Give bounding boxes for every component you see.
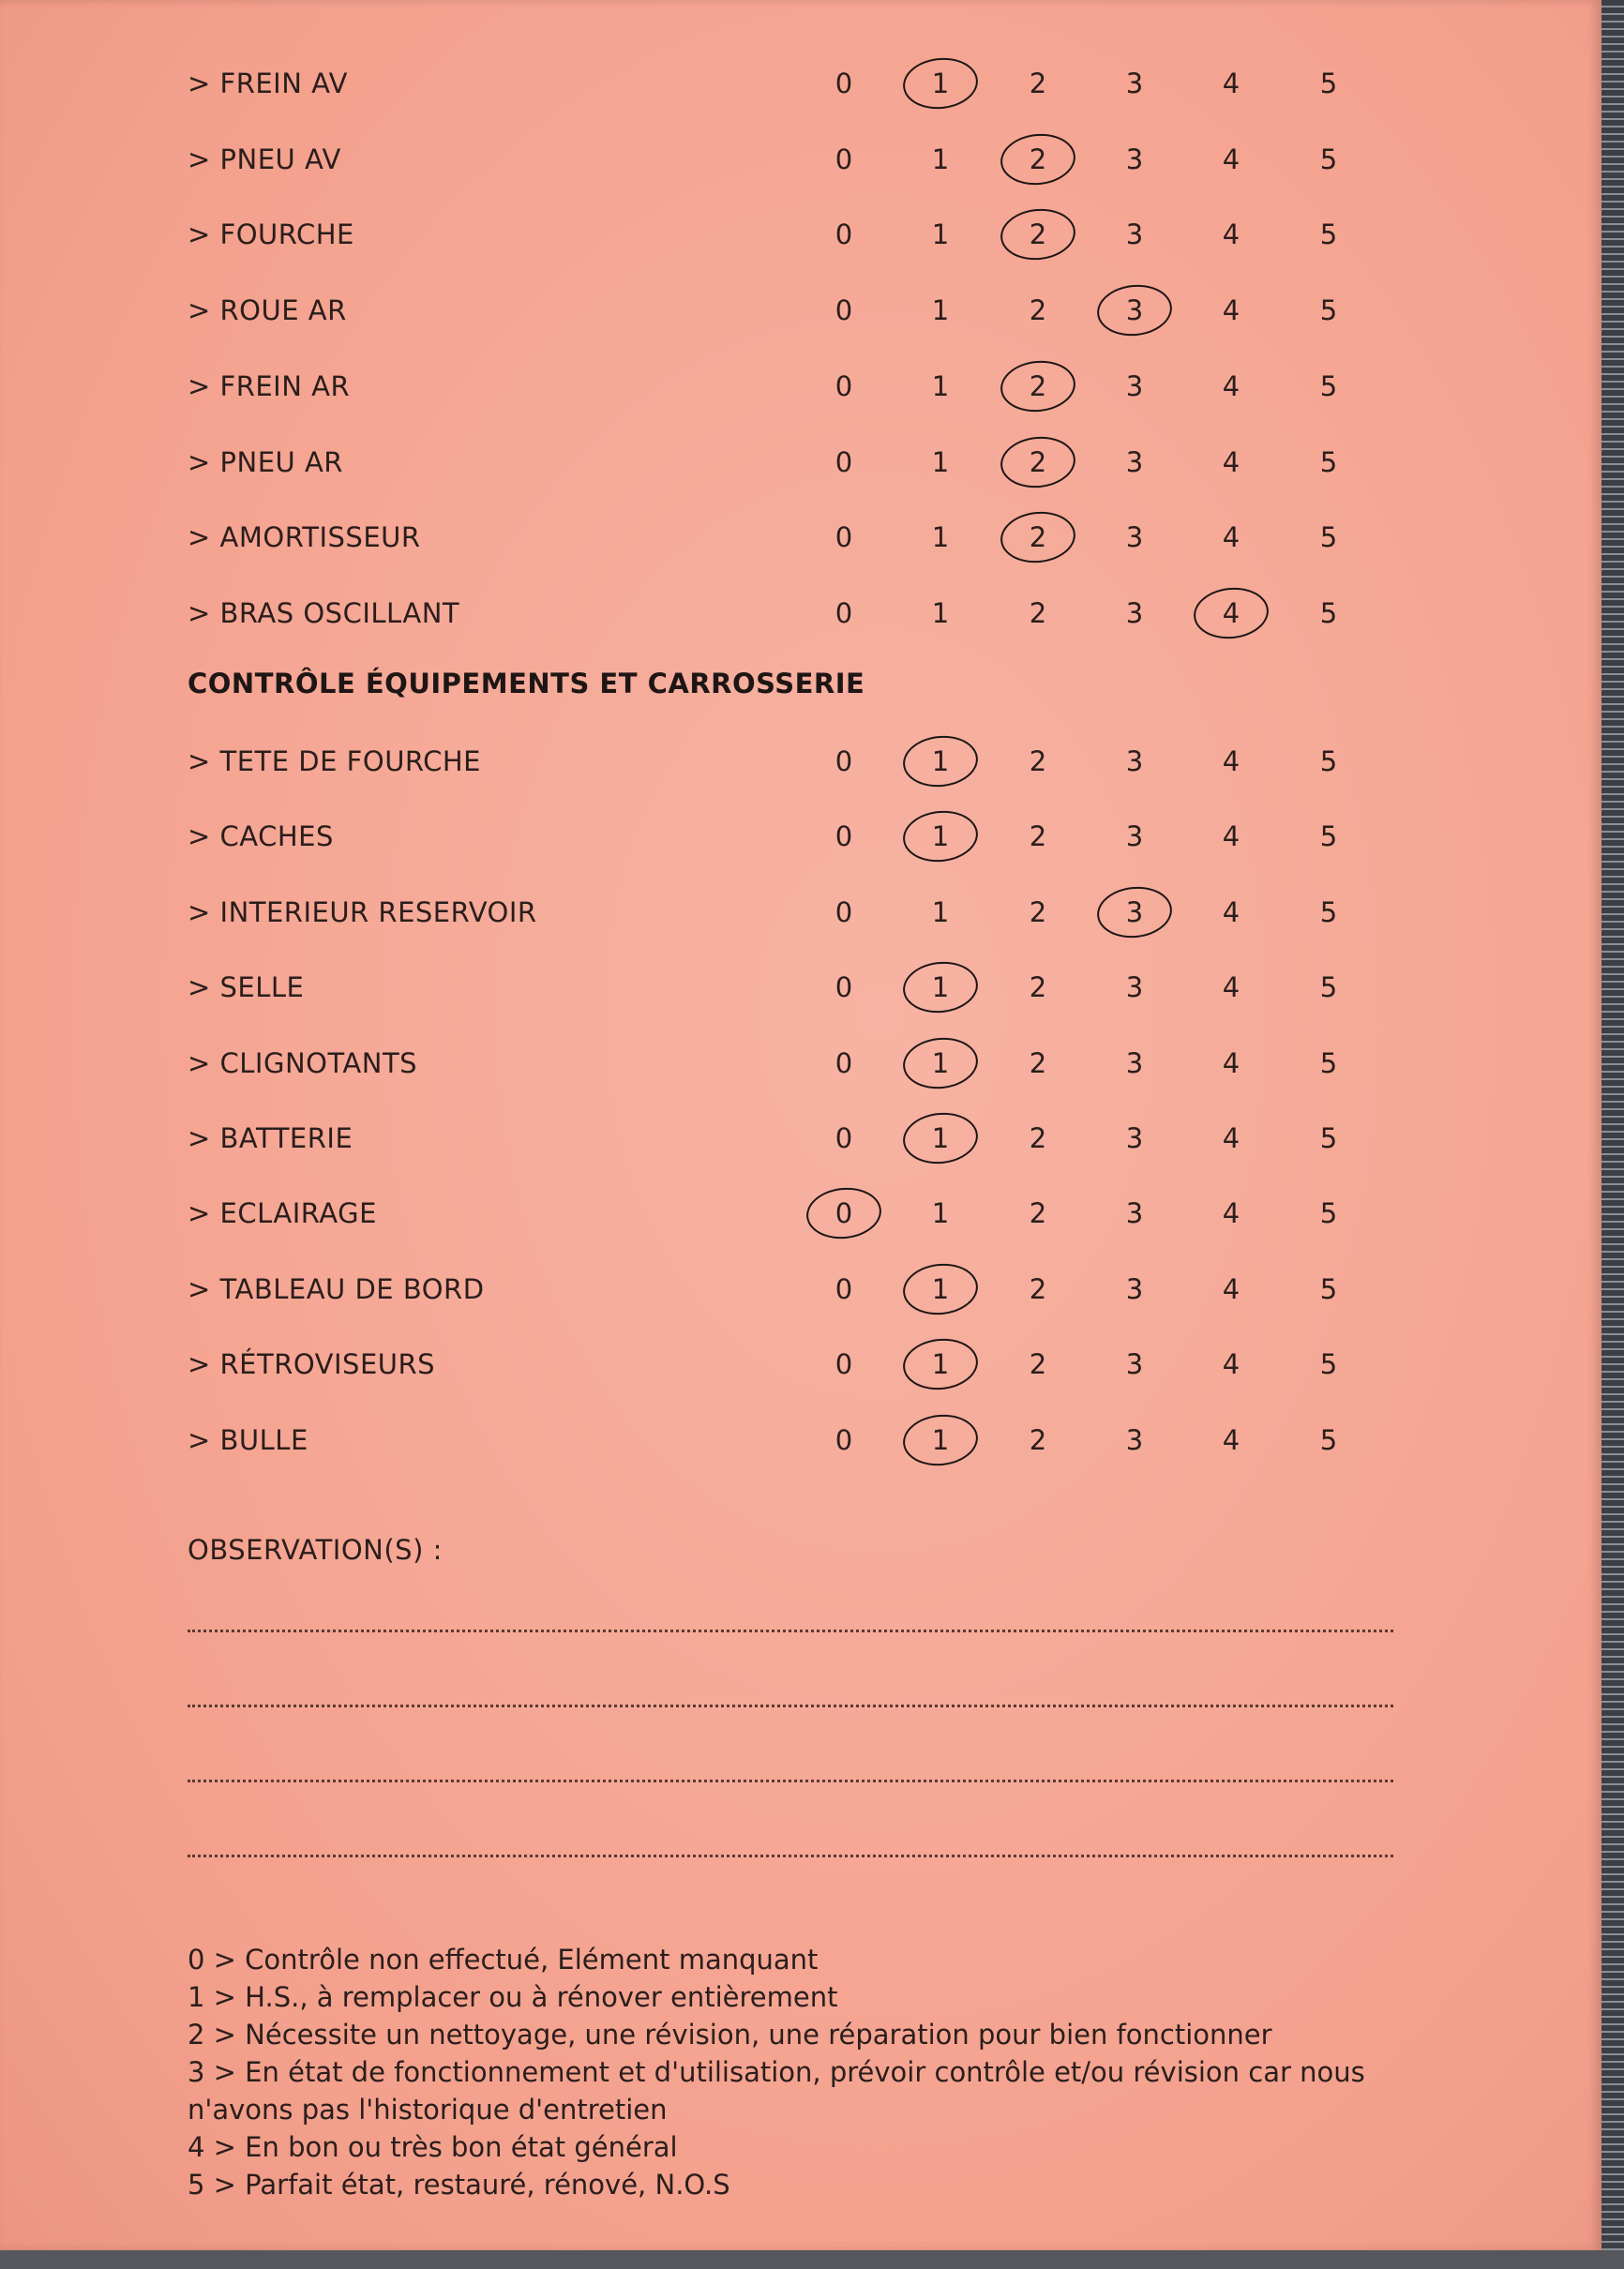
- score-option[interactable]: 3: [1125, 1272, 1144, 1305]
- score-option[interactable]: 0: [835, 1122, 853, 1154]
- checklist-row: [188, 1040, 1406, 1087]
- checklist-row: [188, 514, 1406, 561]
- checklist-row: [188, 287, 1406, 334]
- score-option[interactable]: 3: [1125, 218, 1144, 251]
- score-option[interactable]: 4: [1222, 1423, 1241, 1456]
- score-option[interactable]: 4: [1222, 820, 1241, 853]
- checklist-item-label: > BATTERIE: [188, 1122, 353, 1154]
- checklist-item-label: > ECLAIRAGE: [188, 1197, 377, 1230]
- score-option[interactable]: 1: [931, 1197, 950, 1230]
- score-option[interactable]: 0: [835, 745, 853, 777]
- score-option[interactable]: 4: [1222, 294, 1241, 327]
- score-option[interactable]: 4: [1222, 1197, 1241, 1230]
- score-option[interactable]: 0: [835, 521, 853, 554]
- score-option-selected[interactable]: 2: [1010, 370, 1066, 402]
- score-option[interactable]: 1: [931, 369, 950, 402]
- score-option[interactable]: 0: [835, 218, 853, 251]
- score-option[interactable]: 4: [1222, 369, 1241, 402]
- checklist-row: [188, 1115, 1406, 1162]
- score-option[interactable]: 4: [1222, 143, 1241, 175]
- score-option[interactable]: 0: [835, 369, 853, 402]
- score-option[interactable]: 5: [1319, 596, 1338, 629]
- legend-item: 3 > En état de fonctionnement et d'utilisation, prévoir contrôle et/ou révision car nous n'avons pas l'historique d'entretien: [188, 2056, 1365, 2126]
- legend-item: 5 > Parfait état, restauré, rénové, N.O.S: [188, 2169, 730, 2201]
- score-option[interactable]: 5: [1319, 1046, 1338, 1079]
- checklist-item-label: > FREIN AR: [188, 369, 351, 402]
- checklist-row: [188, 136, 1406, 183]
- legend-item: 2 > Nécessite un nettoyage, une révision, une réparation pour bien fonctionner: [188, 2019, 1272, 2051]
- score-option[interactable]: 0: [835, 596, 853, 629]
- score-option[interactable]: 5: [1319, 745, 1338, 777]
- checklist-item-label: > PNEU AV: [188, 143, 341, 175]
- score-option[interactable]: 3: [1125, 445, 1144, 478]
- checklist-item-label: > BRAS OSCILLANT: [188, 596, 460, 629]
- score-option-selected[interactable]: 1: [912, 1424, 969, 1456]
- score-option[interactable]: 3: [1125, 68, 1144, 99]
- score-option[interactable]: 1: [931, 895, 950, 928]
- score-option[interactable]: 5: [1319, 143, 1338, 175]
- checklist-row: [188, 813, 1406, 860]
- score-option[interactable]: 3: [1125, 369, 1144, 402]
- checklist-row: [188, 439, 1406, 486]
- checklist-row: [188, 1266, 1406, 1313]
- checklist-row: [188, 889, 1406, 936]
- score-option[interactable]: 3: [1125, 1122, 1144, 1154]
- score-option[interactable]: 3: [1125, 745, 1144, 777]
- score-option-selected[interactable]: 1: [912, 1273, 969, 1305]
- score-option[interactable]: 1: [931, 218, 950, 251]
- legend-item: 0 > Contrôle non effectué, Elément manquant: [188, 1944, 819, 1976]
- checklist-item-label: > TETE DE FOURCHE: [188, 745, 481, 777]
- score-option-selected[interactable]: 0: [816, 1197, 872, 1229]
- score-option[interactable]: 4: [1222, 1348, 1241, 1381]
- score-option[interactable]: 5: [1319, 1197, 1338, 1230]
- binder-bottom-edge: [0, 2250, 1624, 2269]
- binder-edge: [1601, 0, 1624, 2269]
- score-option[interactable]: 0: [835, 895, 853, 928]
- score-option[interactable]: 5: [1319, 68, 1338, 99]
- score-option[interactable]: 0: [835, 1272, 853, 1305]
- score-option[interactable]: 3: [1125, 1197, 1144, 1230]
- score-option-selected[interactable]: 1: [912, 820, 969, 852]
- checklist-item-label: > AMORTISSEUR: [188, 521, 421, 554]
- observation-line: [188, 1855, 1393, 1857]
- score-option[interactable]: 3: [1125, 521, 1144, 554]
- score-option[interactable]: 1: [931, 521, 950, 554]
- legend-item: 4 > En bon ou très bon état général: [188, 2131, 678, 2163]
- score-option[interactable]: 2: [1029, 895, 1047, 928]
- score-option[interactable]: 0: [835, 971, 853, 1004]
- score-option-selected[interactable]: 1: [912, 1122, 969, 1154]
- score-option[interactable]: 2: [1029, 820, 1047, 853]
- score-option[interactable]: 4: [1222, 1046, 1241, 1079]
- score-option[interactable]: 5: [1319, 1122, 1338, 1154]
- score-option[interactable]: 2: [1029, 1122, 1047, 1154]
- score-option[interactable]: 1: [931, 596, 950, 629]
- score-option[interactable]: 5: [1319, 218, 1338, 251]
- score-option[interactable]: 4: [1222, 895, 1241, 928]
- score-option[interactable]: 5: [1319, 445, 1338, 478]
- score-option[interactable]: 3: [1125, 143, 1144, 175]
- checklist-item-label: > SELLE: [188, 971, 305, 1004]
- score-option-selected[interactable]: 1: [912, 1348, 969, 1380]
- score-option[interactable]: 3: [1125, 820, 1144, 853]
- checklist-item-label: > TABLEAU DE BORD: [188, 1272, 485, 1305]
- checklist-item-label: > BULLE: [188, 1423, 308, 1456]
- score-option-selected[interactable]: 3: [1106, 896, 1163, 928]
- score-option[interactable]: 3: [1125, 971, 1144, 1004]
- checklist-row: [188, 964, 1406, 1011]
- score-option[interactable]: 2: [1029, 294, 1047, 327]
- score-option[interactable]: 0: [835, 1046, 853, 1079]
- score-option[interactable]: 2: [1029, 1272, 1047, 1305]
- score-option[interactable]: 3: [1125, 1423, 1144, 1456]
- score-option[interactable]: 2: [1029, 1348, 1047, 1381]
- checklist-row: [188, 590, 1406, 637]
- score-option[interactable]: 4: [1222, 445, 1241, 478]
- checklist-item-label: > FOURCHE: [188, 218, 354, 251]
- checklist-item-label: > FREIN AV: [188, 68, 348, 99]
- legend-item: 1 > H.S., à remplacer ou à rénover entièrement: [188, 1981, 838, 2013]
- score-option-selected[interactable]: 2: [1010, 521, 1066, 553]
- checklist-item-label: > CACHES: [188, 820, 334, 853]
- score-option[interactable]: 2: [1029, 68, 1047, 99]
- score-option-selected[interactable]: 2: [1010, 446, 1066, 478]
- observations-label: OBSERVATION(S) :: [188, 1534, 443, 1566]
- score-option-selected[interactable]: 3: [1106, 294, 1163, 326]
- score-option[interactable]: 0: [835, 1348, 853, 1381]
- score-option[interactable]: 2: [1029, 1046, 1047, 1079]
- score-option[interactable]: 4: [1222, 1272, 1241, 1305]
- score-option[interactable]: 2: [1029, 1423, 1047, 1456]
- section-heading-equipment: CONTRÔLE ÉQUIPEMENTS ET CARROSSERIE: [188, 668, 865, 699]
- checklist-item-label: > INTERIEUR RESERVOIR: [188, 895, 537, 928]
- score-option[interactable]: 1: [931, 143, 950, 175]
- observation-line: [188, 1780, 1393, 1782]
- score-option[interactable]: 0: [835, 143, 853, 175]
- checklist-row: [188, 60, 1406, 107]
- score-option[interactable]: 2: [1029, 745, 1047, 777]
- observation-line: [188, 1705, 1393, 1707]
- score-option-selected[interactable]: 2: [1010, 218, 1066, 250]
- score-option[interactable]: 5: [1319, 1272, 1338, 1305]
- checklist-row: [188, 363, 1406, 410]
- score-option[interactable]: 2: [1029, 1197, 1047, 1230]
- score-option-selected[interactable]: 1: [912, 1047, 969, 1079]
- score-option[interactable]: 4: [1222, 68, 1241, 99]
- checklist-item-label: > RÉTROVISEURS: [188, 1348, 436, 1381]
- score-option[interactable]: 0: [835, 1423, 853, 1456]
- score-option-selected[interactable]: 2: [1010, 143, 1066, 175]
- score-option-selected[interactable]: 1: [912, 971, 969, 1003]
- score-option[interactable]: 0: [835, 445, 853, 478]
- score-option[interactable]: 4: [1222, 971, 1241, 1004]
- score-option[interactable]: 1: [931, 294, 950, 327]
- score-option[interactable]: 0: [835, 294, 853, 327]
- score-option[interactable]: 3: [1125, 1348, 1144, 1381]
- score-option-selected[interactable]: 1: [912, 68, 969, 99]
- checklist-item-label: > PNEU AR: [188, 445, 343, 478]
- score-option[interactable]: 4: [1222, 521, 1241, 554]
- score-option[interactable]: 5: [1319, 1423, 1338, 1456]
- score-option[interactable]: 0: [835, 820, 853, 853]
- score-option[interactable]: 5: [1319, 294, 1338, 327]
- checklist-row: [188, 1417, 1406, 1464]
- score-option[interactable]: 1: [931, 445, 950, 478]
- score-option[interactable]: 5: [1319, 369, 1338, 402]
- rating-legend: [188, 1941, 1406, 2203]
- score-option[interactable]: 4: [1222, 745, 1241, 777]
- score-option[interactable]: 4: [1222, 218, 1241, 251]
- observation-line: [188, 1630, 1393, 1632]
- checklist-row: [188, 1341, 1406, 1388]
- score-option[interactable]: 4: [1222, 1122, 1241, 1154]
- score-option[interactable]: 3: [1125, 596, 1144, 629]
- score-option[interactable]: 5: [1319, 1348, 1338, 1381]
- score-option-selected[interactable]: 4: [1203, 597, 1259, 629]
- checklist-row: [188, 211, 1406, 258]
- score-option[interactable]: 2: [1029, 596, 1047, 629]
- score-option[interactable]: 5: [1319, 971, 1338, 1004]
- score-option-selected[interactable]: 1: [912, 745, 969, 777]
- checklist-item-label: > ROUE AR: [188, 294, 347, 327]
- score-option[interactable]: 3: [1125, 1046, 1144, 1079]
- score-option[interactable]: 0: [835, 68, 853, 99]
- checklist-item-label: > CLIGNOTANTS: [188, 1046, 418, 1079]
- checklist-row: [188, 738, 1406, 785]
- score-option[interactable]: 2: [1029, 971, 1047, 1004]
- score-option[interactable]: 5: [1319, 820, 1338, 853]
- checklist-row: [188, 1190, 1406, 1237]
- score-option[interactable]: 5: [1319, 521, 1338, 554]
- score-option[interactable]: 5: [1319, 895, 1338, 928]
